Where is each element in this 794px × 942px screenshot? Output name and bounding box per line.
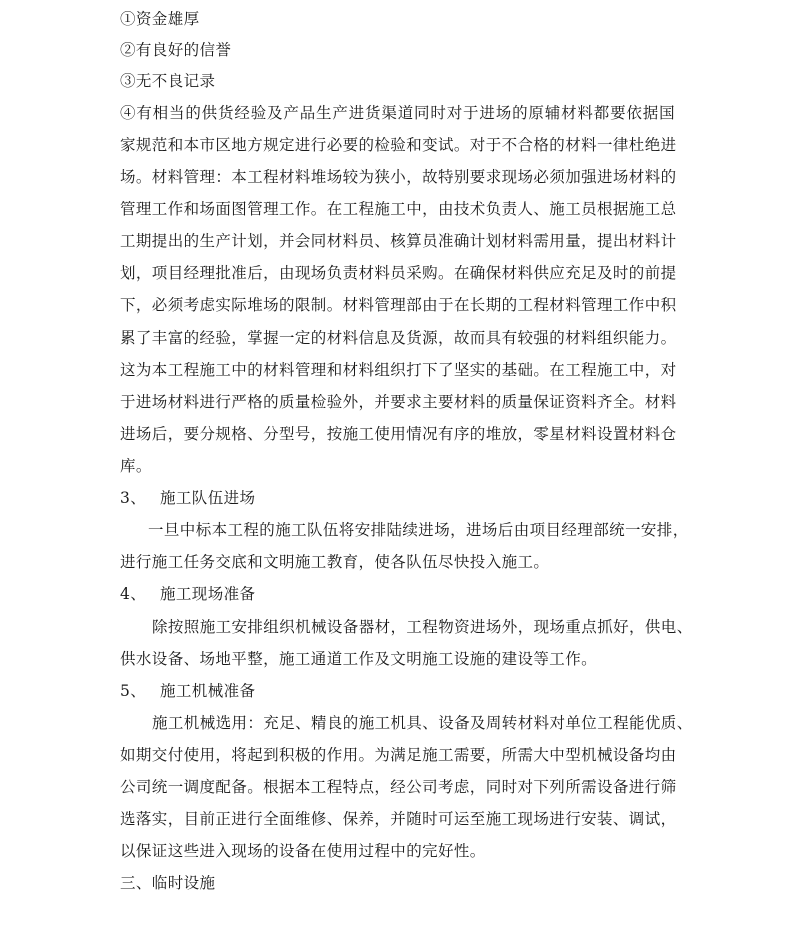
- section-number: 4、: [120, 585, 147, 603]
- section-heading: [120, 583, 255, 605]
- section-number: 5、: [120, 682, 147, 700]
- paragraph-line: 管理工作和场面图管理工作。在工程施工中，由技术负责人、施工员根据施工总: [120, 200, 677, 218]
- paragraph-line: 供水设备、场地平整，施工通道工作及文明施工设施的建设等工作。: [120, 650, 598, 668]
- paragraph-line: 库。: [120, 457, 152, 475]
- paragraph-line: 这为本工程施工中的材料管理和材料组织打下了坚实的基础。在工程施工中，对: [120, 361, 677, 379]
- paragraph-line: 家规范和本市区地方规定进行必要的检验和变试。对于不合格的材料一律杜绝进: [120, 136, 677, 154]
- paragraph-line: 以保证这些进入现场的设备在使用过程中的完好性。: [120, 842, 486, 860]
- paragraph-line: 进行施工任务交底和文明施工教育，使各队伍尽快投入施工。: [120, 553, 550, 571]
- paragraph-line: 如期交付使用，将起到积极的作用。为满足施工需要，所需大中型机械设备均由: [120, 746, 677, 764]
- paragraph-line: 进场后，要分规格、分型号，按施工使用情况有序的堆放，零星材料设置材料仓: [120, 425, 677, 443]
- section-heading: [120, 680, 255, 702]
- section-title: 施工机械准备: [160, 682, 256, 700]
- paragraph-line: 公司统一调度配备。根据本工程特点，经公司考虑，同时对下列所需设备进行筛: [120, 778, 677, 796]
- section-heading: [120, 487, 255, 509]
- paragraph-line: 选落实，目前正进行全面维修、保养，并随时可运至施工现场进行安装、调试，: [120, 810, 677, 828]
- section-number: 3、: [120, 489, 147, 507]
- list-item: ②有良好的信誉: [120, 41, 232, 59]
- paragraph-line: 工期提出的生产计划，并会同材料员、核算员准确计划材料需用量，提出材料计: [120, 232, 677, 250]
- paragraph-line: 除按照施工安排组织机械设备器材，工程物资进场外，现场重点抓好，供电、: [152, 618, 693, 636]
- paragraph-line: ④有相当的供货经验及产品生产进货渠道同时对于进场的原辅材料都要依据国: [120, 104, 675, 122]
- paragraph-line: 划，项目经理批准后，由现场负责材料员采购。在确保材料供应充足及时的前提: [120, 264, 677, 282]
- major-section-heading: 三、临时设施: [120, 874, 216, 892]
- list-item: ③无不良记录: [120, 72, 216, 90]
- paragraph-line: 施工机械选用：充足、精良的施工机具、设备及周转材料对单位工程能优质、: [152, 714, 693, 732]
- list-item: ①资金雄厚: [120, 10, 200, 28]
- paragraph-line: 累了丰富的经验，掌握一定的材料信息及货源，故而具有较强的材料组织能力。: [120, 329, 677, 347]
- paragraph-line: 一旦中标本工程的施工队伍将安排陆续进场，进场后由项目经理部统一安排，: [148, 521, 689, 539]
- paragraph-line: 下，必须考虑实际堆场的限制。材料管理部由于在长期的工程材料管理工作中积: [120, 296, 677, 314]
- paragraph-line: 场。材料管理：本工程材料堆场较为狭小，故特别要求现场必须加强进场材料的: [120, 168, 677, 186]
- paragraph-line: 于进场材料进行严格的质量检验外，并要求主要材料的质量保证资料齐全。材料: [120, 393, 677, 411]
- section-title: 施工队伍进场: [160, 489, 256, 507]
- section-title: 施工现场准备: [160, 585, 256, 603]
